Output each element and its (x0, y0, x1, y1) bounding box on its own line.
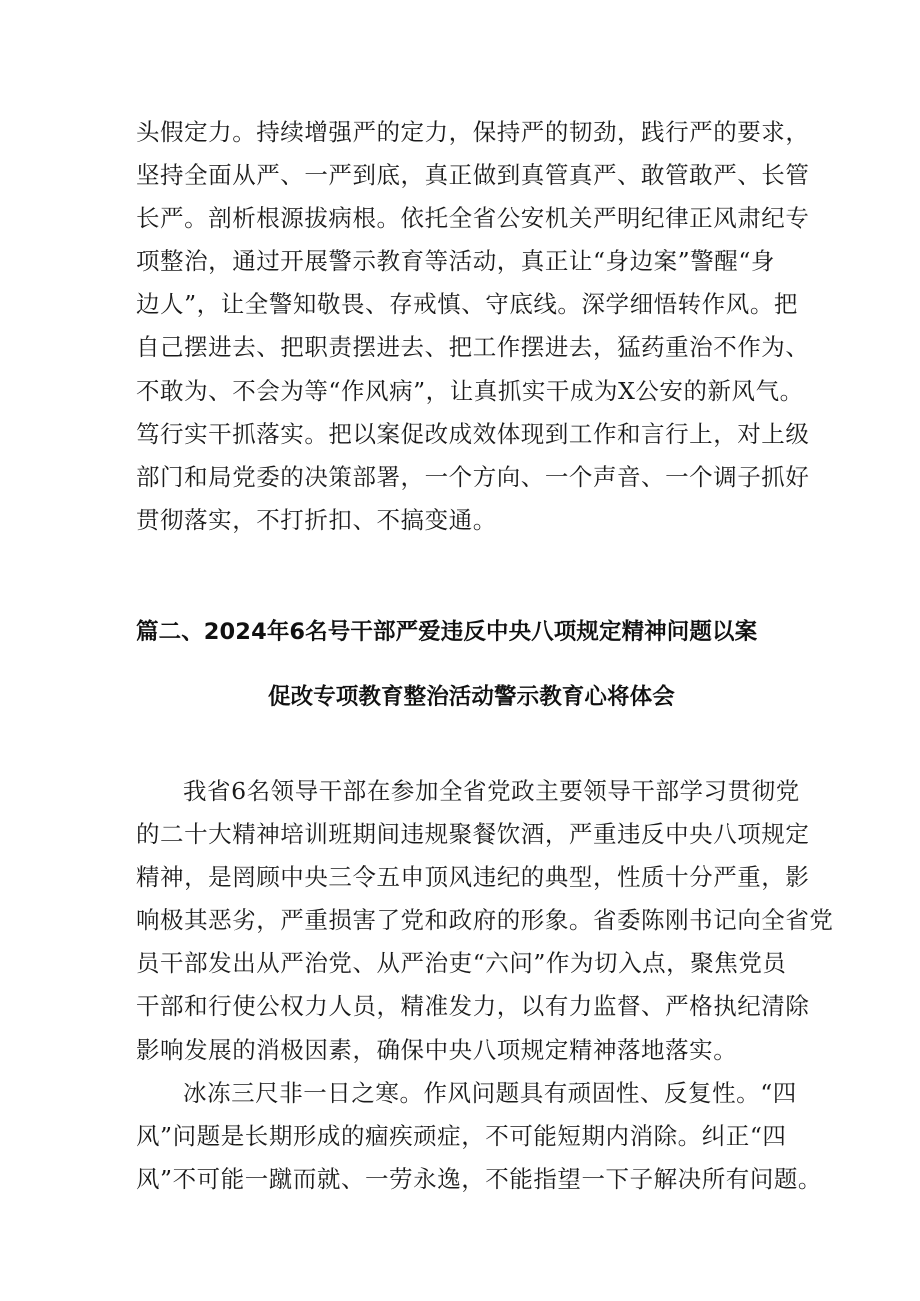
paragraph-line: 贯彻落实，不打折扣、不搞变通。 (136, 505, 497, 534)
section-title-line-1: 篇二、2024年6名号干部严爱违反中央八项规定精神问题以案 (136, 619, 758, 645)
paragraph-first-line: 冰冻三尺非一日之寒。作风问题具有顽固性、反复性。“四 (183, 1078, 797, 1107)
paragraph-line: 的二十大精神培训班期间违规聚餐饮酒，严重违反中央八项规定 (136, 820, 810, 849)
paragraph-line: 项整治，通过开展警示教育等活动，真正让“身边案”警醒“身 (136, 247, 775, 276)
section-one-continued-text (136, 111, 810, 542)
paragraph-line: 笃行实干抓落实。把以案促改成效体现到工作和言行上，对上级 (136, 419, 810, 448)
section-two-body-text (136, 770, 834, 1201)
section-title-line-2: 促改专项教育整治活动警示教育心将体会 (268, 684, 675, 710)
paragraph-line: 长严。剖析根源拔病根。依托全省公安机关严明纪律正风肃纪专 (136, 204, 810, 233)
paragraph-line: 干部和行使公权力人员，精准发力，以有力监督、严格执纪清除 (136, 992, 810, 1021)
paragraph-line: 不敢为、不会为等“作风病”，让真抓实干成为X公安的新风气。 (136, 376, 804, 405)
paragraph-line: 头假定力。持续增强严的定力，保持严的韧劲，践行严的要求， (136, 118, 810, 146)
paragraph-line: 坚持全面从严、一严到底，真正做到真管真严、敢管敢严、长管 (136, 161, 810, 190)
paragraph-line: 员干部发出从严治党、从严治吏“六问”作为切入点，聚焦党员 (136, 949, 787, 978)
paragraph-line: 风”问题是长期形成的痼疾顽症，不可能短期内消除。纠正“四 (136, 1121, 787, 1150)
paragraph-line: 影响发展的消极因素，确保中央八项规定精神落地落实。 (136, 1035, 738, 1064)
paragraph-line: 自己摆进去、把职责摆进去、把工作摆进去，猛药重治不作为、 (136, 333, 810, 362)
paragraph-line: 精神，是罔顾中央三令五申顶风违纪的典型，性质十分严重，影 (136, 863, 810, 892)
paragraph-line: 响极其恶劣，严重损害了党和政府的形象。省委陈刚书记向全省党 (136, 906, 834, 935)
paragraph-line: 边人”，让全警知敬畏、存戒慎、守底线。深学细悟转作风。把 (136, 290, 798, 319)
paragraph-first-line: 我省6名领导干部在参加全省党政主要领导干部学习贯彻党 (183, 777, 800, 805)
paragraph-line: 部门和局党委的决策部署，一个方向、一个声音、一个调子抓好 (136, 462, 810, 491)
paragraph-line: 风”不可能一蹴而就、一劳永逸，不能指望一下子解决所有问题。 (136, 1164, 822, 1193)
